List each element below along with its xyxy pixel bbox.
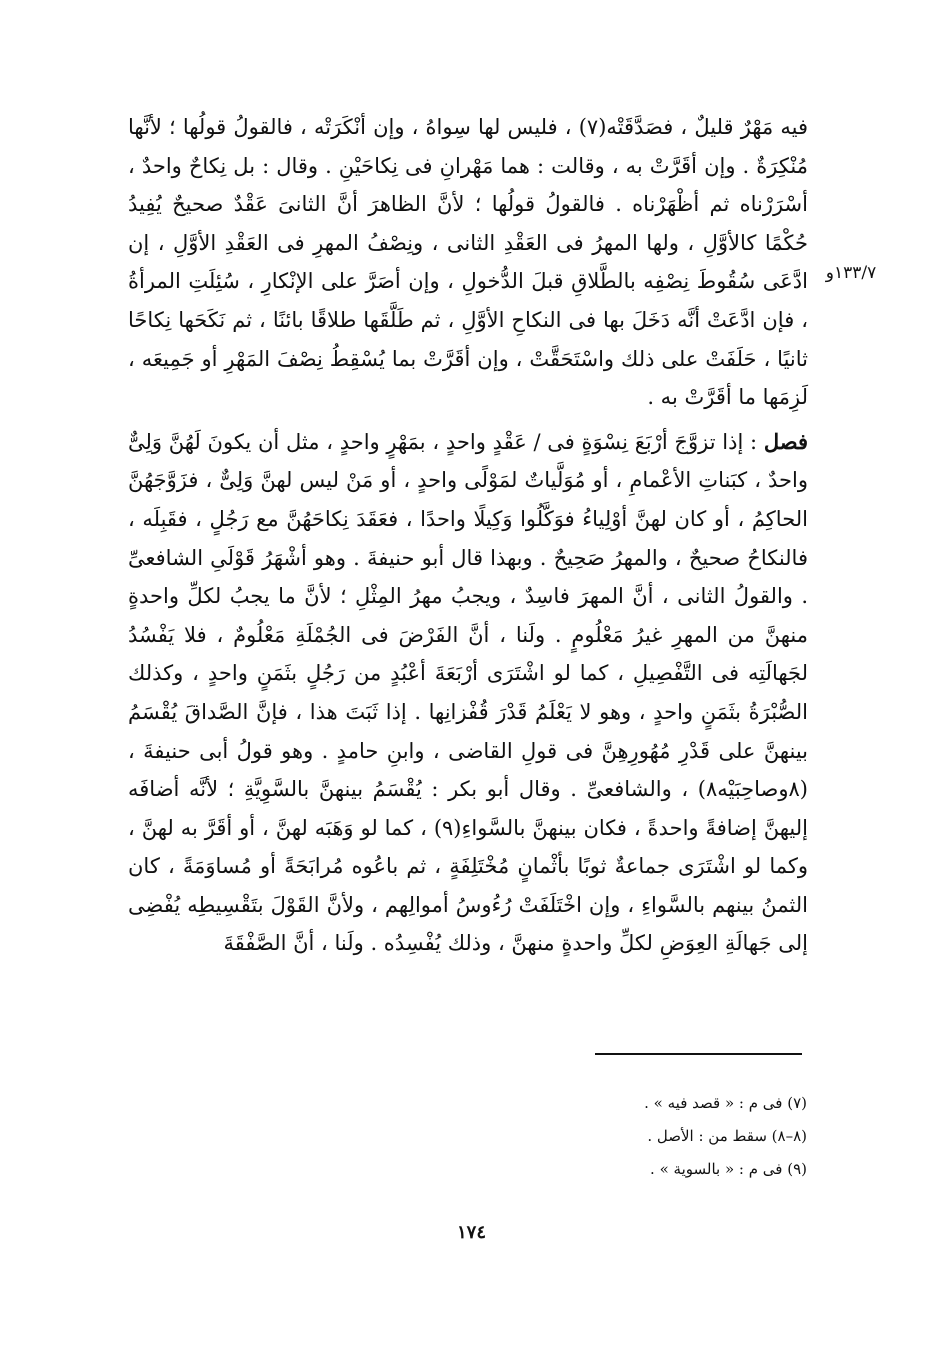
- footnote-separator: [595, 1053, 802, 1055]
- paragraph-mahr-dispute: فيه مَهْرٌ قليلٌ ، فصَدَّقَتْه(٧) ، فليس لها سِواهُ ، وإن أنْكَرَتْه ، فالقولُ قولُها ؛ لأنَّها مُنْكِرَةٌ . وإن أقَرَّتْ به ، وقالت : هما مَهْرانِ فى نِكاحَيْنِ . وقال : بل نِكاحٌ واحدٌ ، أسْرَرْناه ثم أظْهَرْناه . فالقولُ قولُها ؛ لأنَّ الظاهرَ أنَّ الثانىَ عَقْدٌ صحيحٌ يُفِيدُ حُكْمًا كالأوَّلِ ، ولها المهرُ فى العَقْدِ الثانى ، ونِصْفُ المهرِ فى العَقْدِ الأوَّلِ ، إن ادَّعَى سُقُوطَ نِصْفِه بالطَّلاقِ قبلَ الدُّخولِ ، وإن أصَرَّ على الإنْكارِ ، سُئِلَتِ المرأةُ ، فإن ادَّعَتْ أنَّه دَخَلَ بها فى النكاحِ الأوَّلِ ، ثم طَلَّقَها طلاقًا بائنًا ، ثم نَكَحَها نِكاحًا ثانيًا ، حَلَفَتْ على ذلك واسْتَحَقَّتْ ، وإن أقَرَّتْ بما يُسْقِطُ نِصْفَ المَهْرِ أو جَمِيعَه ، لَزِمَها ما أقَرَّتْ به .: [128, 115, 808, 410]
- page-number: ١٧٤: [456, 1222, 486, 1243]
- paragraph-fasl-text: : إذا تزوَّجَ أرْبَعَ نِسْوَةٍ فى / عَقْدٍ واحدٍ ، بمَهْرٍ واحدٍ ، مثل أن يكونَ لَهُنَّ وَلِىٌّ واحدٌ ، كبَناتِ الأعْمامِ ، أو مُوَلَّياتٌ لمَوْلًى واحدٍ ، أو مَنْ ليس لهنَّ وَلِىٌّ ، فزَوَّجَهُنَّ الحاكِمُ ، أو كان لهنَّ أوْلِياءُ فوَكَّلُوا وَكِيلًا واحدًا ، فعَقَدَ نِكاحَهُنَّ مع رَجُلٍ ، فقَبِلَه ، فالنكاحُ صحيحٌ ، والمهرُ صَحِيحٌ . وبهذا قال أبو حنيفةَ . وهو أشْهَرُ قَوْلَىِ الشافعىِّ . والقولُ الثانى ، أنَّ المهرَ فاسِدٌ ، ويجبُ مهرُ المِثْلِ ؛ لأنَّ ما يجبُ لكلِّ واحدةٍ منهنَّ من المهرِ غيرُ مَعْلُومٍ . ولَنا ، أنَّ الفَرْضَ فى الجُمْلَةِ مَعْلُومٌ ، فلا يَفْسُدُ لجَهالَتِه فى التَّفْصِيلِ ، كما لو اشْتَرَى أرْبَعَةَ أعْبُدٍ من رَجُلٍ بثَمَنٍ واحدٍ ، وكذلك الصُّبْرَةُ بثَمَنٍ واحدٍ ، وهو لا يَعْلَمُ قَدْرَ قُفْزانِها . إذا ثَبَتَ هذا ، فإنَّ الصَّداقَ يُقْسَمُ بينهنَّ على قَدْرِ مُهُورِهِنَّ فى قولِ القاضى ، وابنِ حامدٍ . وهو قولُ أبى حنيفةَ ، (٨وصاحِبَيْه٨) ، والشافعىِّ . وقال أبو بكر : يُقْسَمُ بينهنَّ بالسَّوِيَّةِ ؛ لأنَّه أضافَه إليهنَّ إضافةً واحدةً ، فكان بينهنَّ بالسَّواءِ(٩) ، كما لو وَهَبَه لهنَّ ، أو أقَرَّ به لهنَّ ، وكما لو اشْتَرَى جماعةٌ ثوبًا بأثْمانٍ مُخْتَلِفَةٍ ، ثم باعُوه مُرابَحَةً أو مُساوَمَةً ، كان الثمنُ بينهم بالسَّواءِ ، وإن اخْتَلَفَتْ رُءُوسُ أموالِهم ، ولأنَّ القَوْلَ بتَقْسِيطِه يُفْضِى إلى جَهالَةِ العِوَضِ لكلِّ واحدةٍ منهنَّ ، وذلك يُفْسِدُه . ولَنا ، أنَّ الصَّفْقَةَ: [128, 429, 808, 956]
- section-label-fasl: فصل: [763, 428, 808, 454]
- footnote-7: (٧) فى م : « قصد فيه » .: [644, 1094, 807, 1112]
- main-text: [128, 108, 808, 963]
- footnotes: [207, 1092, 807, 1191]
- margin-manuscript-reference: ١٣٣/٧و: [825, 263, 877, 283]
- footnote-9: (٩) فى م : « بالسوية » .: [650, 1160, 807, 1178]
- footnote-8: (٨–٨) سقط من : الأصل .: [647, 1127, 807, 1145]
- paragraph-fasl-four-wives: [128, 423, 808, 963]
